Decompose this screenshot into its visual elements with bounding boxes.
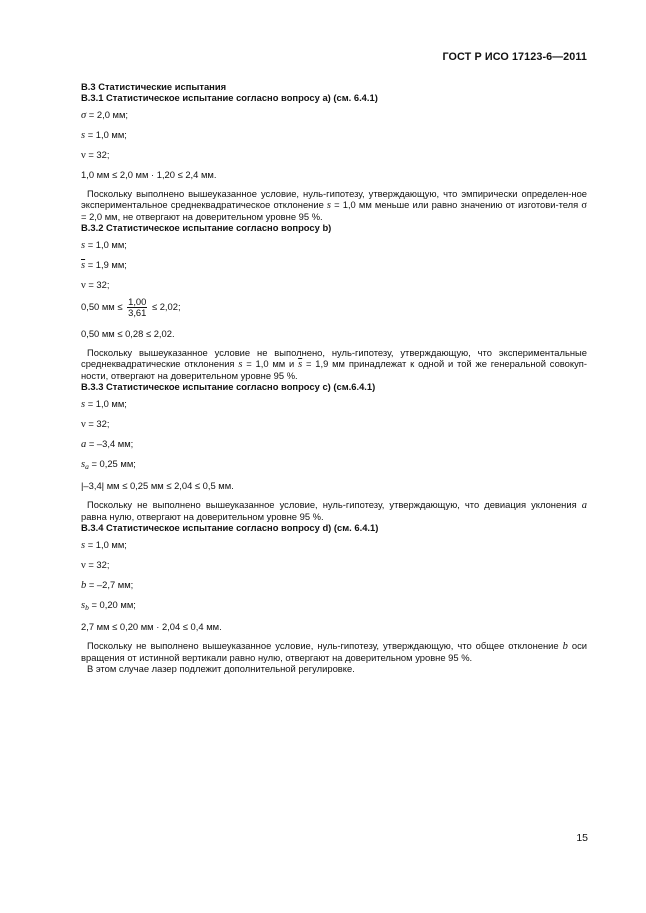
formula-s1: s = 1,0 мм; <box>81 239 127 251</box>
content-body <box>81 81 587 674</box>
formula-inequality: 1,0 мм ≤ 2,0 мм · 1,20 ≤ 2,4 мм. <box>81 169 217 180</box>
formula-b: b = –2,7 мм; <box>81 579 134 591</box>
formula-fraction: 0,50 мм ≤ $\frac{1,00}{3,61}$ ≤ 2,02; <box>81 296 181 318</box>
paragraph-b31: Поскольку выполнено вышеуказанное условие, нуль-гипотезу, утверждающую, что эмпирически определен-ное экспериментальное среднеквадратическое отклонение s = 1,0 мм меньше или равно значению от изготови-теля σ = 2,0 мм, не отвергают на доверительном уровне 95 %. <box>81 188 587 222</box>
paragraph-b32: Поскольку вышеуказанное условие не выполнено, нуль-гипотезу, утверждающую, что экспериментальные среднеквадратические отклонения s = 1,0 мм и $\overline{s} = 1,9$ мм принадлежат к одной и той же генеральной совокуп-ности, отвергают на доверительном уровне 95 %. <box>81 347 587 381</box>
paragraph-b33: Поскольку не выполнено вышеуказанное условие, нуль-гипотезу, утверждающую, что девиация уклонения a равна нулю, отвергают на доверительном уровне 95 %. <box>81 499 587 522</box>
subsection-title-b33: В.3.3 Статистическое испытание согласно вопросу с) (см.6.4.1) <box>81 381 376 392</box>
formula-s: s = 1,0 мм; <box>81 398 127 410</box>
formula-sigma: σ = 2,0 мм; <box>81 109 129 121</box>
page-number: 15 <box>576 832 588 844</box>
formula-a: a = –3,4 мм; <box>81 438 134 450</box>
subsection-title-b32: В.3.2 Статистическое испытание согласно вопросу b) <box>81 222 332 233</box>
formula-sa: $s_a = 0,25$ мм; <box>81 458 136 471</box>
formula-result: 0,50 мм ≤ 0,28 ≤ 2,02. <box>81 328 175 339</box>
formula-nu: ν = 32; <box>81 418 110 430</box>
formula-nu: ν = 32; <box>81 279 110 291</box>
subsection-title-b31: В.3.1 Статистическое испытание согласно вопросу а) (см. 6.4.1) <box>81 92 378 103</box>
formula-inequality: |–3,4| мм ≤ 0,25 мм ≤ 2,04 ≤ 0,5 мм. <box>81 480 234 491</box>
document-header: ГОСТ Р ИСО 17123-6—2011 <box>442 51 587 63</box>
formula-s: s = 1,0 мм; <box>81 129 127 141</box>
paragraph-conclusion: В этом случае лазер подлежит дополнительной регулировке. <box>87 663 355 674</box>
formula-s: s = 1,0 мм; <box>81 539 127 551</box>
formula-sb: $s_b = 0,20$ мм; <box>81 599 136 612</box>
formula-nu: ν = 32; <box>81 149 110 161</box>
subsection-title-b34: В.3.4 Статистическое испытание согласно вопросу d) (см. 6.4.1) <box>81 522 379 533</box>
fraction: $\frac{1,00}{3,61}$ <box>128 296 147 318</box>
formula-s-bar: $\overline{s} = 1,9$ мм; <box>81 259 127 271</box>
paragraph-b34: Поскольку не выполнено вышеуказанное условие, нуль-гипотезу, утверждающую, что общее отклонение b оси вращения от истинной вертикали равно нулю, отвергают на доверительном уровне 95 %. <box>81 640 587 663</box>
formula-inequality: 2,7 мм ≤ 0,20 мм · 2,04 ≤ 0,4 мм. <box>81 621 222 632</box>
section-title: В.3 Статистические испытания <box>81 81 227 92</box>
formula-nu: ν = 32; <box>81 559 110 571</box>
